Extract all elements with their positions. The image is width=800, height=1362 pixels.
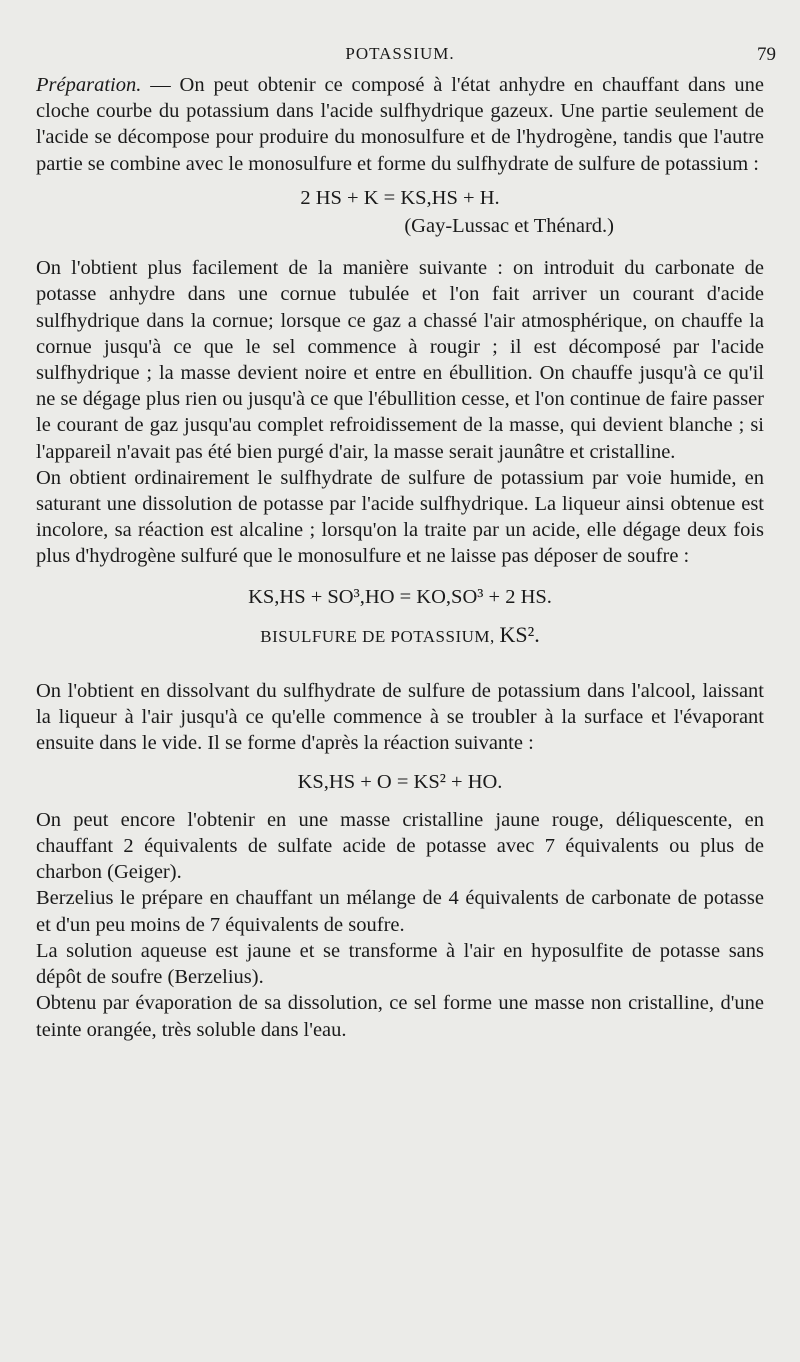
paragraph-lead: Préparation.	[36, 74, 142, 96]
paragraph-3: On obtient ordinairement le sulfhydrate de sulfure de potassium par voie humide, en saturant une dissolution de potasse par l'acide sulfhydrique. La liqueur ainsi obtenue est incolore, sa réaction est alcaline ; lorsqu'on la traite par un acide, elle dégage deux fois plus d'hydrogène sulfuré que le monosulfure et ne laisse pas déposer de soufre :	[36, 466, 764, 568]
formula-2: KS,HS + SO³,HO = KO,SO³ + 2 HS.	[248, 585, 552, 608]
paragraph-7: La solution aqueuse est jaune et se transforme à l'air en hyposulfite de potasse sans dépôt de soufre (Berzelius).	[36, 939, 764, 989]
section-title: BISULFURE DE POTASSIUM,	[260, 626, 500, 646]
paragraph-5: On peut encore l'obtenir en une masse cristalline jaune rouge, déliquescente, en chauffant 2 équivalents de sulfate acide de potasse avec 7 équivalents ou plus de charbon (Geiger).	[36, 808, 764, 884]
formula-1: 2 HS + K = KS,HS + H.	[300, 186, 500, 209]
paragraph-2: On l'obtient plus facilement de la manière suivante : on introduit du carbonate de potasse anhydre dans une cornue tubulée et l'on fait arriver un courant d'acide sulfhydrique dans la cornue; lorsque ce gaz a chassé l'air atmosphérique, on chauffe la cornue jusqu'à ce que le sel commence à rougir ; il est décomposé par l'acide sulfhydrique ; la masse devient noire et entre en ébullition. On chauffe jusqu'à ce qu'il ne se dégage plus rien ou jusqu'à ce que l'ébullition cesse, et l'on continue de faire passer le courant de gaz jusqu'au complet refroidissement de la masse, qui devient blanche ; si l'appareil n'avait pas été bien purgé d'air, la masse serait jaunâtre et cristalline.	[36, 257, 764, 463]
section-heading	[36, 622, 764, 650]
paragraph-6: Berzelius le prépare en chauffant un mélange de 4 équivalents de carbonate de potasse et d'un peu moins de 7 équivalents de soufre.	[36, 887, 764, 936]
page-header	[0, 42, 800, 70]
formula-3: KS,HS + O = KS² + HO.	[297, 770, 503, 793]
page-number: 79	[757, 44, 776, 65]
paragraph-body: — On peut obtenir ce composé à l'état anhydre en chauffant dans une cloche courbe du potassium dans l'acide sulfhydrique gazeux. Une partie seulement de l'acide se décompose pour produire du monosulfure et de l'hydrogène, tandis que l'autre partie se combine avec le monosulfure et forme du sulfhydrate de sulfure de potassium :	[36, 74, 764, 175]
paragraph-preparation	[36, 72, 764, 177]
attribution: (Gay-Lussac et Thénard.)	[404, 215, 614, 238]
paragraph-4: On l'obtient en dissolvant du sulfhydrate de sulfure de potassium dans l'alcool, laissant la liqueur à l'air jusqu'à ce qu'elle commence à se troubler à la surface et l'évaporant ensuite dans le vide. Il se forme d'après la réaction suivante :	[36, 680, 764, 755]
section-formula: KS².	[499, 621, 540, 647]
paragraph-8: Obtenu par évaporation de sa dissolution, ce sel forme une masse non cristalline, d'une teinte orangée, très soluble dans l'eau.	[36, 992, 764, 1041]
running-title: POTASSIUM.	[345, 44, 455, 63]
body-text	[36, 72, 764, 1043]
